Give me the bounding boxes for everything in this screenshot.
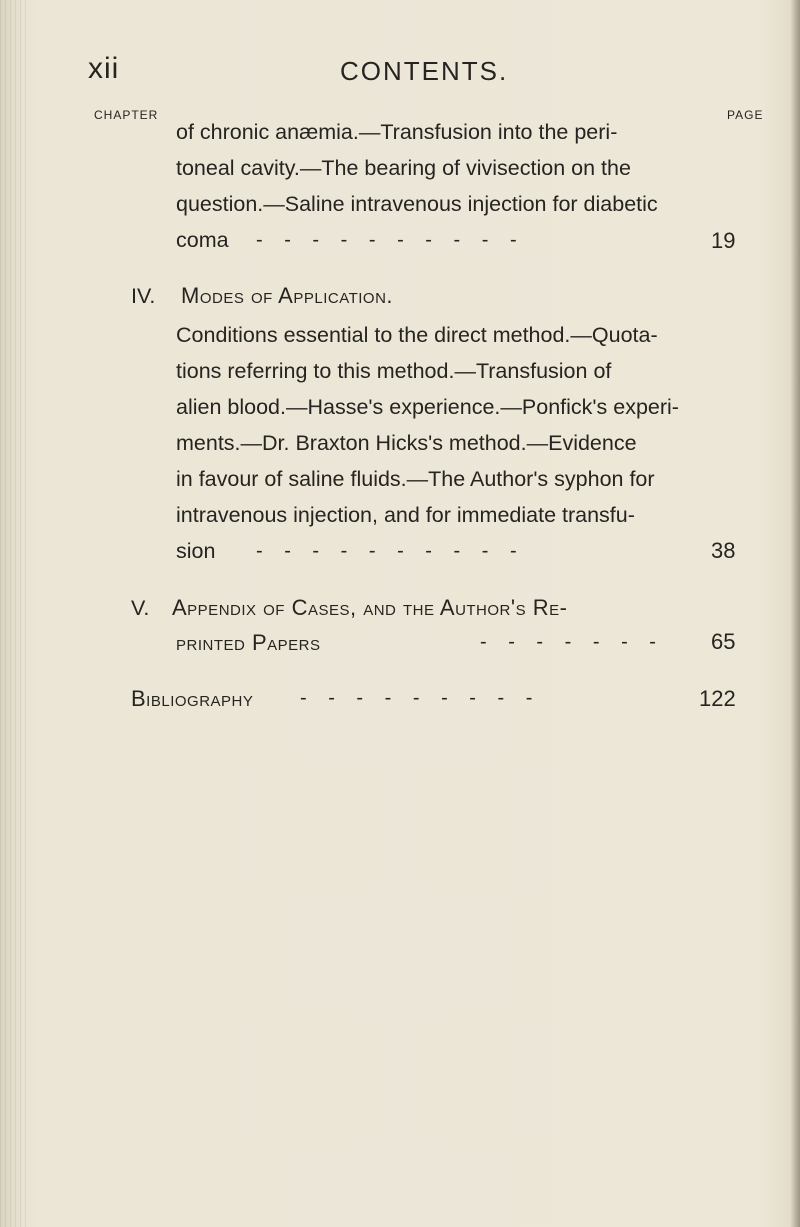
entry-line: toneal cavity.—The bearing of vivisection on the [176,156,631,180]
entry-line: sion [176,539,216,563]
dot-leaders: - - - - - - - - - [300,687,541,709]
chapter-title-line: Appendix of Cases, and the Author's Re- [172,595,568,620]
entry-line: of chronic anæmia.—Transfusion into the peri- [176,120,618,144]
entry-line: alien blood.—Hasse's experience.—Ponfick's experi- [176,395,679,419]
chapter-title-line: printed Papers [176,630,321,655]
page-column-label: PAGE [727,108,764,122]
page-number: 122 [699,686,736,711]
entry-line: ments.—Dr. Braxton Hicks's method.—Evidence [176,431,637,455]
page-number: 19 [711,228,736,253]
dot-leaders: - - - - - - - [480,631,664,653]
entry-line: question.—Saline intravenous injection for diabetic [176,192,658,216]
running-head: CONTENTS. [340,56,509,86]
page-right-edge [790,0,800,1227]
entry-line: intravenous injection, and for immediate transfu- [176,503,635,527]
entry-line: in favour of saline fluids.—The Author's syphon for [176,467,655,491]
folio-number: xii [88,52,120,85]
entry-line: coma [176,228,229,252]
dot-leaders: - - - - - - - - - - [256,229,525,251]
page-binding-edge [0,0,30,1227]
page-number: 38 [711,538,736,563]
dot-leaders: - - - - - - - - - - [256,540,525,562]
bibliography-title: Bibliography [131,686,254,711]
chapter-number: IV. [131,284,156,308]
chapter-column-label: CHAPTER [94,108,159,122]
chapter-number: V. [131,596,150,620]
entry-line: tions referring to this method.—Transfusion of [176,359,612,383]
entry-line: Conditions essential to the direct method.—Quota- [176,323,658,347]
page-number: 65 [711,629,736,654]
chapter-title: Modes of Application. [181,283,394,308]
